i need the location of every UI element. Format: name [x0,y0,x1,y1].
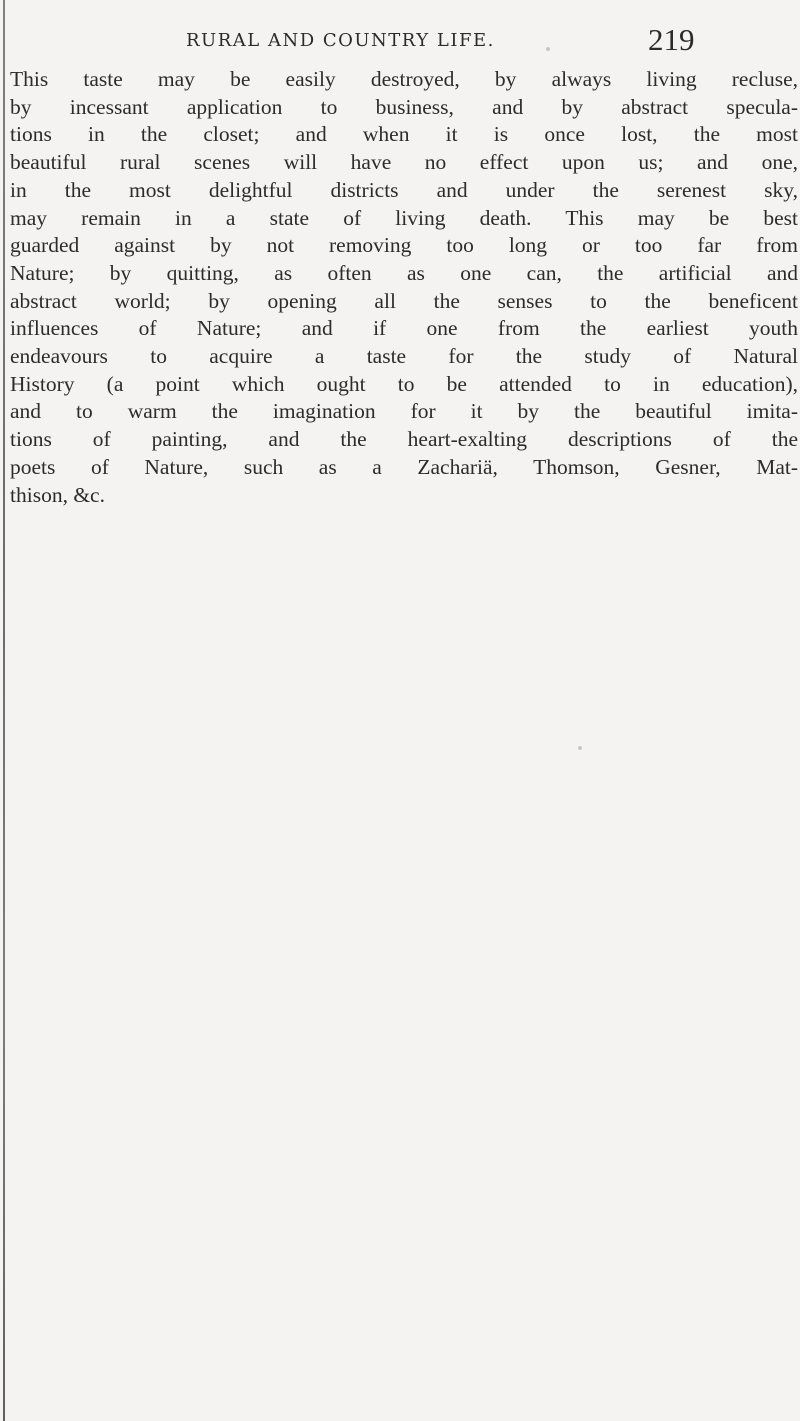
text-line: tions of painting, and the heart-exalting descriptions of the [10,427,798,452]
text-line: and to warm the imagination for it by the beautiful imita- [10,399,798,424]
page-gutter-edge [3,0,5,1421]
text-line: in the most delightful districts and under the serenest sky, [10,177,798,202]
paper-speck [546,47,550,51]
text-line: poets of Nature, such as a Zachariä, Thomson, Gesner, Mat- [10,454,798,479]
running-head [0,22,800,62]
text-line: tions in the closet; and when it is once lost, the most [10,122,798,147]
text-line: by incessant application to business, and by abstract specula- [10,94,798,119]
page-number: 219 [648,22,695,57]
text-line: thison, &c. [10,482,105,507]
text-line: History (a point which ought to be attended to in education), [10,371,798,396]
text-line: beautiful rural scenes will have no effect upon us; and one, [10,150,798,175]
text-line: abstract world; by opening all the senses to the beneficent [10,288,798,313]
running-title: RURAL AND COUNTRY LIFE. [186,30,495,51]
text-line: may remain in a state of living death. This may be best [10,205,798,230]
body-paragraph [10,66,798,509]
text-line: This taste may be easily destroyed, by always living recluse, [10,67,798,91]
text-line: influences of Nature; and if one from the earliest youth [10,316,798,341]
paper-speck [578,746,582,750]
text-line: endeavours to acquire a taste for the study of Natural [10,344,798,369]
text-line: guarded against by not removing too long or too far from [10,233,798,258]
text-line: Nature; by quitting, as often as one can, the artificial and [10,260,798,285]
